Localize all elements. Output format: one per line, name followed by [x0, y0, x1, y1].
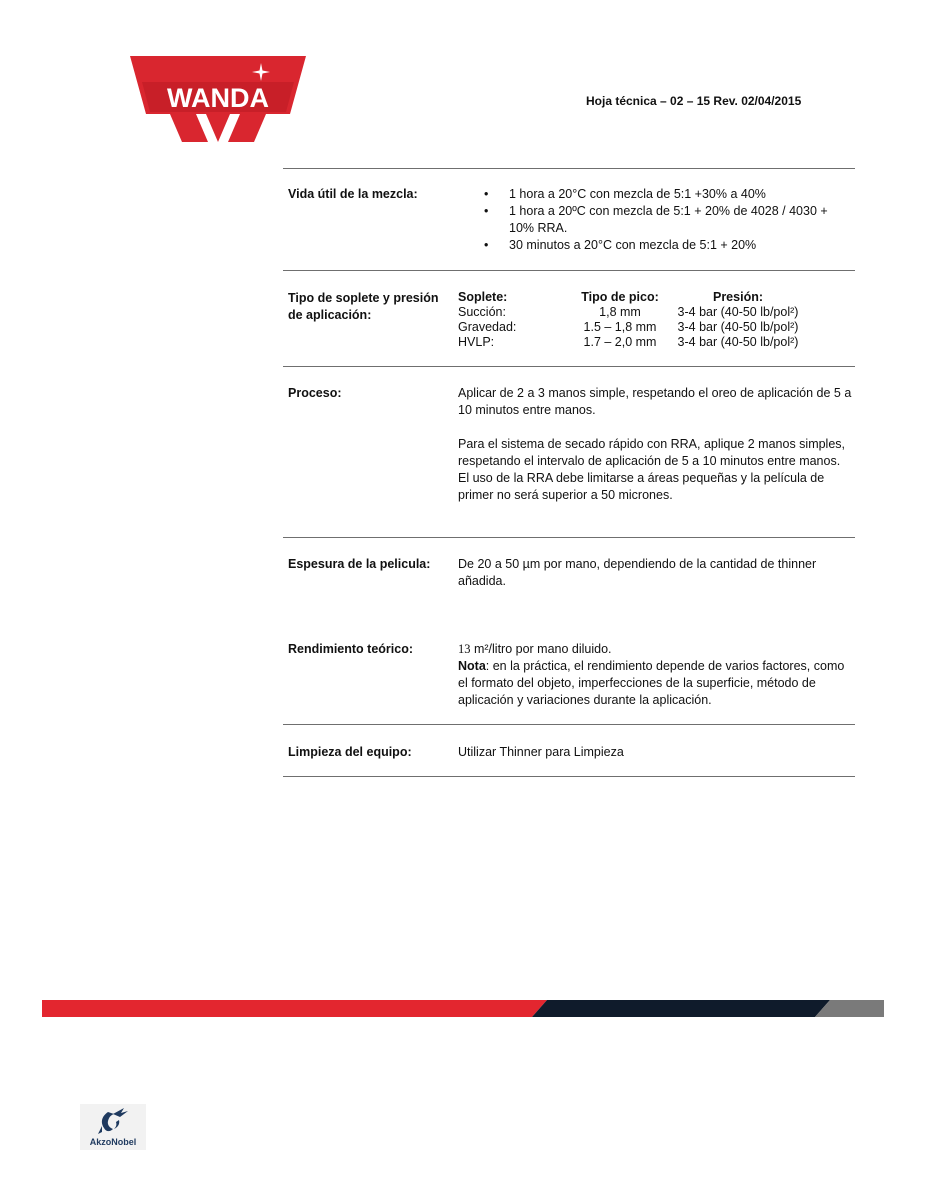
- divider: [283, 366, 855, 367]
- cell: 1.5 – 1,8 mm: [583, 320, 657, 334]
- divider: [283, 724, 855, 725]
- divider: [283, 270, 855, 271]
- list-item: • 30 minutos a 20°C con mezcla de 5:1 + 20%: [484, 237, 854, 254]
- cell: Gravedad:: [458, 320, 517, 334]
- rendimiento-unit: m²/litro por mano diluido.: [470, 642, 612, 656]
- nota-label: Nota: [458, 659, 486, 673]
- cell: 3-4 bar (40-50 lb/pol²): [677, 320, 799, 334]
- espesura-label: Espesura de la pelicula:: [288, 557, 431, 571]
- divider: [283, 776, 855, 777]
- cell: 3-4 bar (40-50 lb/pol²): [677, 305, 799, 319]
- proceso-text: [458, 385, 854, 504]
- divider: [283, 537, 855, 538]
- wanda-logo: [130, 52, 306, 144]
- nota: [458, 658, 854, 709]
- header-soplete: Soplete:: [458, 290, 508, 304]
- header-presion: Presión:: [712, 290, 763, 304]
- document-reference: Hoja técnica – 02 – 15 Rev. 02/04/2015: [586, 94, 802, 108]
- nota-text: : en la práctica, el rendimiento depende de varios factores, como el formato del objeto, imperfecciones de la superficie, método de aplicación y variaciones durante la aplicación.: [458, 659, 845, 707]
- limpieza-text: Utilizar Thinner para Limpieza: [458, 745, 624, 759]
- logo-text: WANDA: [167, 83, 269, 113]
- header-pico: Tipo de pico:: [581, 290, 659, 304]
- paragraph: Para el sistema de secado rápido con RRA, aplique 2 manos simples, respetando el intervalo de aplicación de 5 a 10 minutos entre manos.: [458, 437, 846, 468]
- table-row: [458, 335, 854, 350]
- paragraph: El uso de la RRA debe limitarse a áreas pequeñas y la película de primer no será superior a 50 micrones.: [458, 471, 825, 502]
- paragraph: Aplicar de 2 a 3 manos simple, respetando el oreo de aplicación de 5 a 10 minutos entre manos.: [458, 386, 852, 417]
- table-row: [458, 320, 854, 335]
- rendimiento-number: 13: [458, 642, 471, 656]
- espesura-text: De 20 a 50 µm por mano, dependiendo de la cantidad de thinner añadida.: [458, 557, 817, 588]
- soplete-table: [458, 290, 854, 350]
- vida-util-list: [484, 186, 854, 254]
- cell: 1,8 mm: [599, 305, 641, 319]
- cell: Succión:: [458, 305, 506, 319]
- list-item: • 1 hora a 20ºC con mezcla de 5:1 + 20% de 4028 / 4030 + 10% RRA.: [484, 203, 854, 237]
- cell: 1.7 – 2,0 mm: [583, 335, 657, 349]
- cell: 3-4 bar (40-50 lb/pol²): [677, 335, 799, 349]
- akzonobel-text: AkzoNobel: [89, 1137, 137, 1147]
- cell: HVLP:: [458, 335, 495, 349]
- list-item: • 1 hora a 20°C con mezcla de 5:1 +30% a 40%: [484, 186, 854, 203]
- footer-color-bar: [42, 1000, 884, 1017]
- limpieza-label: Limpieza del equipo:: [288, 745, 412, 759]
- rendimiento-label: Rendimiento teórico:: [288, 642, 414, 656]
- rendimiento-value: [458, 641, 854, 658]
- proceso-label: Proceso:: [288, 386, 342, 400]
- akzonobel-logo: [80, 1104, 146, 1150]
- table-row: [458, 305, 854, 320]
- vida-util-label: Vida útil de la mezcla:: [288, 187, 418, 201]
- divider: [283, 168, 855, 169]
- rendimiento-text: [458, 641, 854, 709]
- table-header-row: [458, 290, 854, 305]
- soplete-label: Tipo de soplete y presión de aplicación:: [288, 291, 439, 322]
